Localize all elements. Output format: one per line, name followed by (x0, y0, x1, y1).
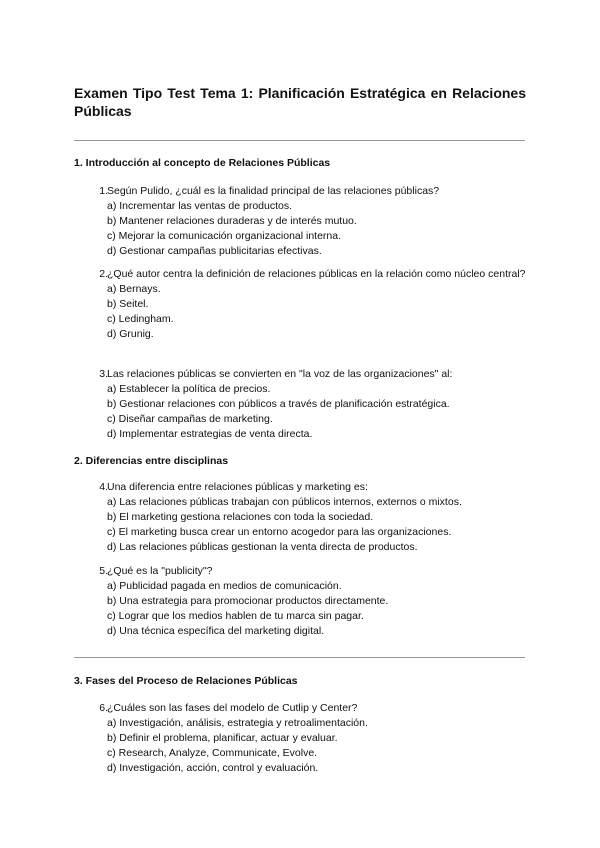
option-b: b) Mantener relaciones duraderas y de interés mutuo. (107, 215, 357, 227)
divider-1 (74, 140, 525, 141)
option-c: c) Research, Analyze, Communicate, Evolve. (107, 747, 318, 759)
option-b: b) Gestionar relaciones con públicos a través de planificación estratégica. (107, 398, 450, 410)
option-d: d) Gestionar campañas publicitarias efectivas. (107, 245, 322, 257)
question-number: 2. (99, 268, 108, 280)
option-b: b) Seitel. (107, 298, 149, 310)
option-d: d) Implementar estrategias de venta directa. (107, 428, 313, 440)
option-d: d) Grunig. (107, 328, 154, 340)
question-number: 3. (99, 368, 108, 380)
question-stem: Una diferencia entre relaciones públicas y marketing es: (107, 481, 368, 493)
option-c: c) Lograr que los medios hablen de tu marca sin pagar. (107, 610, 364, 622)
option-c: c) Ledingham. (107, 313, 174, 325)
question-stem: Las relaciones públicas se convierten en "la voz de las organizaciones" al: (107, 368, 453, 380)
section-heading-2: 2. Diferencias entre disciplinas (74, 455, 229, 467)
option-d: d) Una técnica específica del marketing digital. (107, 625, 325, 637)
option-a: a) Publicidad pagada en medios de comunicación. (107, 580, 342, 592)
option-b: b) Una estrategia para promocionar productos directamente. (107, 595, 389, 607)
question-number: 6. (99, 702, 108, 714)
question-number: 4. (99, 481, 108, 493)
option-b: b) Definir el problema, planificar, actuar y evaluar. (107, 732, 338, 744)
question-number: 1. (99, 185, 108, 197)
option-a: a) Establecer la política de precios. (107, 383, 271, 395)
option-a: a) Las relaciones públicas trabajan con públicos internos, externos o mixtos. (107, 496, 462, 508)
option-c: c) Mejorar la comunicación organizacional interna. (107, 230, 342, 242)
option-d: d) Investigación, acción, control y evaluación. (107, 762, 319, 774)
question-stem: ¿Qué es la "publicity"? (107, 565, 213, 577)
question-stem: Según Pulido, ¿cuál es la finalidad principal de las relaciones públicas? (107, 185, 440, 197)
question-number: 5. (99, 565, 108, 577)
title-line-2: Públicas (74, 103, 132, 119)
option-a: a) Incrementar las ventas de productos. (107, 200, 293, 212)
section-heading-1: 1. Introducción al concepto de Relaciones Públicas (74, 157, 331, 169)
title-line-1: Examen Tipo Test Tema 1: Planificación Estratégica en Relaciones (74, 85, 526, 101)
option-c: c) Diseñar campañas de marketing. (107, 413, 273, 425)
question-stem: ¿Cuáles son las fases del modelo de Cutlip y Center? (107, 702, 358, 714)
section-heading-3: 3. Fases del Proceso de Relaciones Públicas (74, 675, 298, 687)
option-a: a) Investigación, análisis, estrategia y retroalimentación. (107, 717, 368, 729)
divider-2 (74, 657, 525, 658)
option-c: c) El marketing busca crear un entorno acogedor para las organizaciones. (107, 526, 452, 538)
option-d: d) Las relaciones públicas gestionan la venta directa de productos. (107, 541, 418, 553)
option-b: b) El marketing gestiona relaciones con toda la sociedad. (107, 511, 374, 523)
document-title (74, 84, 526, 120)
question-stem: ¿Qué autor centra la definición de relaciones públicas en la relación como núcleo central? (107, 268, 526, 280)
option-a: a) Bernays. (107, 283, 161, 295)
